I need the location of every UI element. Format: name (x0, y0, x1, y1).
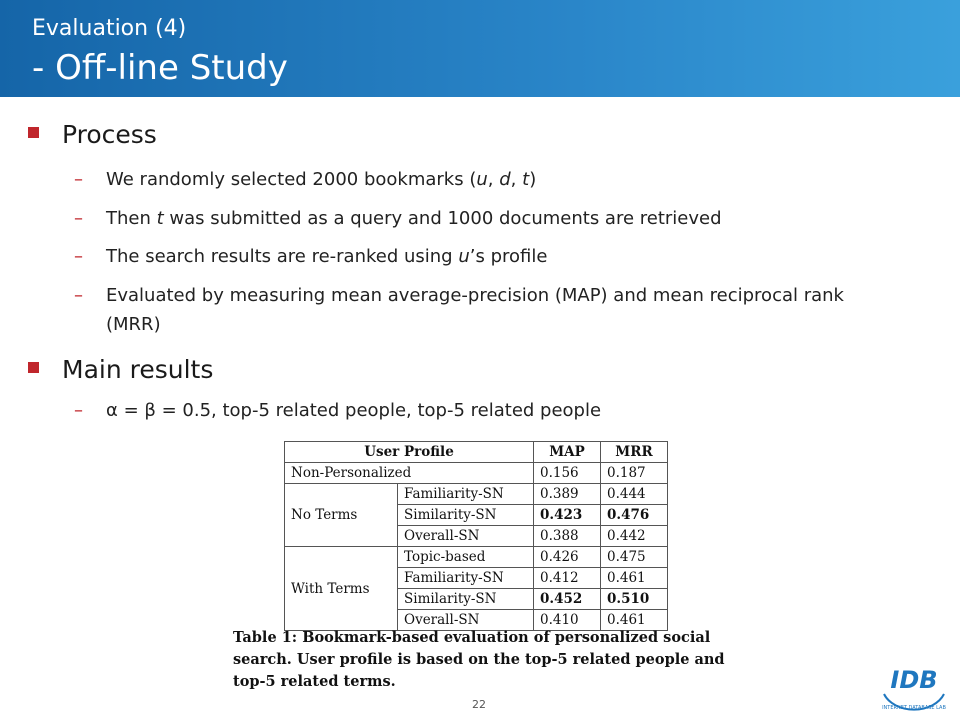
header-mrr: MRR (601, 442, 668, 463)
slide-subtitle: Evaluation (4) (32, 16, 187, 41)
results-table-figure (284, 441, 668, 631)
table-row: Familiarity-SN 0.412 0.461 (285, 568, 668, 589)
svg-text:IDB: IDB (890, 666, 938, 694)
table-row: Similarity-SN 0.452 0.510 (285, 589, 668, 610)
square-bullet-icon (28, 127, 39, 138)
sub-bullet: – Evaluated by measuring mean average-precision (MAP) and mean reciprocal rank (MRR) (74, 281, 854, 339)
slide-title: - Off-line Study (32, 48, 288, 88)
sub-bullet: – We randomly selected 2000 bookmarks (u, d, t) (74, 165, 854, 194)
bullet-heading: Process (62, 120, 157, 149)
dash-icon: – (74, 208, 83, 229)
sub-bullet: – Then t was submitted as a query and 1000 documents are retrieved (74, 204, 854, 233)
table-row: Overall-SN 0.388 0.442 (285, 526, 668, 547)
table-row: Non-Personalized 0.156 0.187 (285, 463, 668, 484)
table-row: With Terms Topic-based 0.426 0.475 (285, 547, 668, 568)
slide-header (0, 0, 960, 97)
header-user-profile: User Profile (285, 442, 534, 463)
dash-icon: – (74, 400, 83, 421)
table-row: No Terms Familiarity-SN 0.389 0.444 (285, 484, 668, 505)
bullet-heading: Main results (62, 355, 214, 384)
svg-text:INTERNET DATABASE LAB: INTERNET DATABASE LAB (882, 705, 946, 711)
bullet-process (28, 120, 157, 149)
dash-icon: – (74, 169, 83, 190)
table-row: Overall-SN 0.410 0.461 (285, 610, 668, 631)
dash-icon: – (74, 246, 83, 267)
page-number: 22 (472, 698, 486, 711)
results-table (284, 441, 668, 631)
table-row (285, 442, 668, 463)
idb-logo-icon (878, 654, 950, 714)
square-bullet-icon (28, 362, 39, 373)
table-caption: Table 1: Bookmark-based evaluation of personalized social search. User profile is based on the top-5 related people and top-5 related terms. (233, 629, 725, 690)
dash-icon: – (74, 285, 83, 306)
header-map: MAP (534, 442, 601, 463)
sub-bullet: – α = β = 0.5, top-5 related people, top-5 related people (74, 396, 854, 425)
table-row: Similarity-SN 0.423 0.476 (285, 505, 668, 526)
bullet-main-results (28, 355, 213, 384)
sub-bullet: – The search results are re-ranked using u’s profile (74, 242, 854, 271)
